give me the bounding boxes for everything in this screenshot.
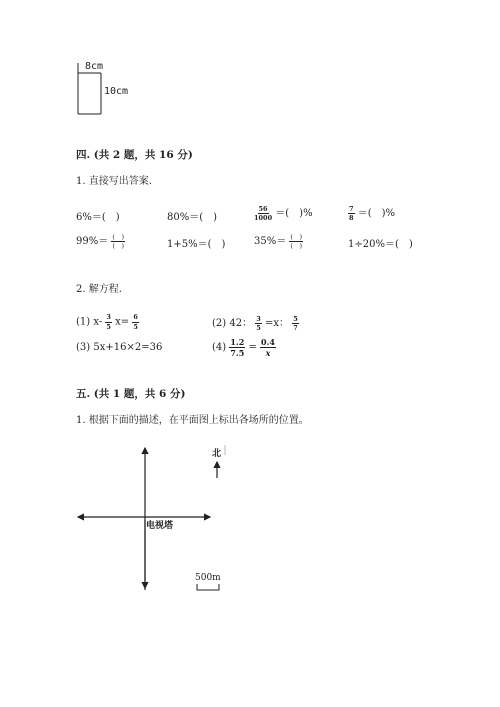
equation-4: (4) $\frac{1.2}{7.5}$ = $\frac{0.4}{x}$ [212,337,275,358]
q1-prompt: 1. 直接写出答案. [76,176,152,187]
fraction: $\frac{3}{5}$ [106,313,111,331]
fraction: $\frac{1.2}{7.5}$ [230,337,245,358]
fraction: $\frac{6}{5}$ [133,313,138,331]
fraction: $\frac{7}{8}$ [349,204,354,222]
r1-item-a: 6%＝( ) [76,212,120,223]
r1-item-c: $\frac{56}{1000}$ ＝( )% [254,204,313,222]
fraction: $\frac{( )}{( )}$ [290,232,302,250]
r2-item-d: 1÷20%＝( ) [348,239,413,250]
r2-item-c: 35%＝ $\frac{( )}{( )}$ [254,232,302,250]
section5-heading: 五. (共 1 题，共 6 分) [76,388,186,400]
label-8cm: 8cm [85,61,104,72]
scale-bar [197,584,219,590]
equation-2: (2) 42： $\frac{3}{5}$ =x： $\frac{5}{7}$ [212,314,298,332]
fraction: $\frac{56}{1000}$ [254,204,273,222]
equation-1: (1) x- $\frac{3}{5}$ x= $\frac{6}{5}$ [76,313,138,331]
s5-q1-prompt: 1. 根据下面的描述，在平面图上标出各场所的位置。 [76,415,309,426]
scale-label: 500m [195,573,221,583]
q2-prompt: 2. 解方程. [76,284,122,295]
tv-tower-label: 电视塔 [146,521,174,531]
fraction: $\frac{5}{7}$ [293,314,298,332]
equation-3: (3) 5x+16×2=36 [76,342,163,353]
fraction: $\frac{( )}{( )}$ [112,232,124,250]
label-10cm: 10cm [104,86,129,97]
fraction: $\frac{0.4}{x}$ [261,337,275,358]
r2-item-b: 1+5%＝( ) [167,239,226,250]
r1-item-d: $\frac{7}{8}$ ＝( )% [349,204,396,222]
north-label: 北 [212,449,222,459]
section4-heading: 四. (共 2 题，共 16 分) [76,149,193,161]
fraction: $\frac{3}{5}$ [256,314,261,332]
r2-item-a: 99%＝ $\frac{( )}{( )}$ [76,232,124,250]
r1-item-b: 80%＝( ) [167,212,218,223]
